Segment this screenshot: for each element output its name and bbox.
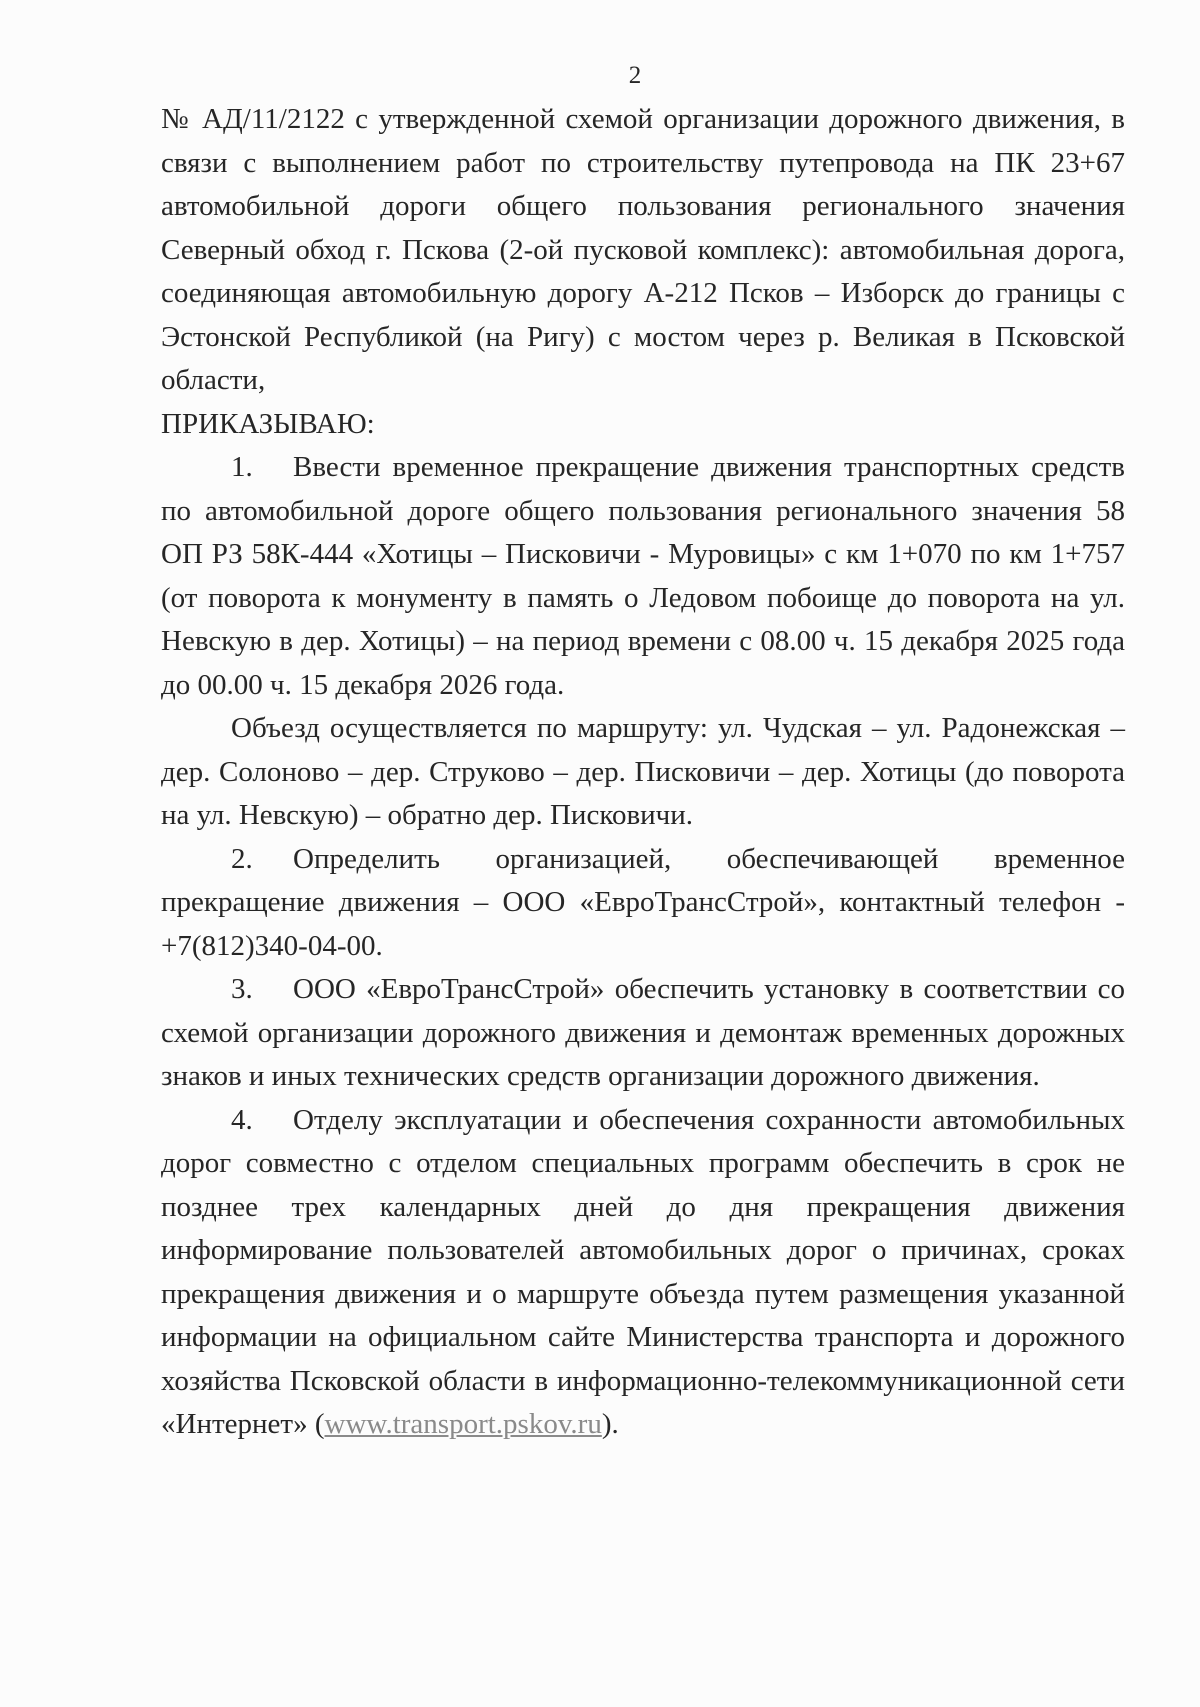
item-3-number: 3. <box>231 973 253 1005</box>
item-4-text: Отделу эксплуатации и обеспечения сохранности автомобильных дорог совместно с отделом специальных программ обеспечить в срок не позднее трех календарных дней до дня прекращения движения информирование пользователей автомобильных дорог о причинах, сроках прекращения движения и о маршруте объезда путем размещения указанной информации на официальном сайте Министерства транспорта и дорожного хозяйства Псковской области в информационно-телекоммуникационной сети «Интернет» <box>161 1103 1125 1440</box>
detour-paragraph <box>161 707 1125 838</box>
item-1-number: 1. <box>231 451 253 483</box>
item-1-paragraph <box>161 446 1125 707</box>
item-2-text: Определить организацией, обеспечивающей временное прекращение движения – ООО «ЕвроТрансСтрой», контактный телефон - +7(812)340-04-00. <box>161 842 1125 962</box>
document-body <box>161 98 1125 1447</box>
preamble-paragraph: № АД/11/2122 с утвержденной схемой организации дорожного движения, в связи с выполнением работ по строительству путепровода на ПК 23+67 автомобильной дороги общего пользования регионального значения Северный обход г. Пскова (2-ой пусковой комплекс): автомобильная дорога, соединяющая автомобильную дорогу А-212 Псков – Изборск до границы с Эстонской Республикой (на Ригу) с мостом через р. Великая в Псковской области, <box>161 103 1125 396</box>
item-4-paragraph <box>161 1099 1125 1447</box>
item-3-text: ООО «ЕвроТрансСтрой» обеспечить установку в соответствии со схемой организации дорожного движения и демонтаж временных дорожных знаков и иных технических средств организации дорожного движения. <box>161 973 1125 1092</box>
ministry-website-link[interactable]: www.transport.pskov.ru <box>324 1408 602 1440</box>
item-2-number: 2. <box>231 842 253 875</box>
directive-heading: ПРИКАЗЫВАЮ: <box>161 407 375 440</box>
item-1-text: Ввести временное прекращение движения транспортных средств по автомобильной дороге общего пользования регионального значения 58 ОП РЗ 58К-444 «Хотицы – Писковичи - Муровицы» с км 1+070 по км 1+757 (от поворота к монументу в память о Ледовом побоище до поворота на ул. Невскую в дер. Хотицы) – на период времени с 08.00 ч. 15 декабря 2025 года до 00.00 ч. 15 декабря 2026 года. <box>161 451 1125 701</box>
item-2-paragraph <box>161 838 1125 969</box>
item-3-paragraph <box>161 968 1125 1099</box>
item-4-number: 4. <box>231 1103 253 1136</box>
detour-text: Объезд осуществляется по маршруту: ул. Чудская – ул. Радонежская – дер. Солоново – дер. Струково – дер. Писковичи – дер. Хотицы (до поворота на ул. Невскую) – обратно дер. Писковичи. <box>161 712 1125 831</box>
page-number: 2 <box>628 62 642 89</box>
link-close-paren: ). <box>601 1408 619 1440</box>
link-open-paren: ( <box>307 1408 325 1440</box>
